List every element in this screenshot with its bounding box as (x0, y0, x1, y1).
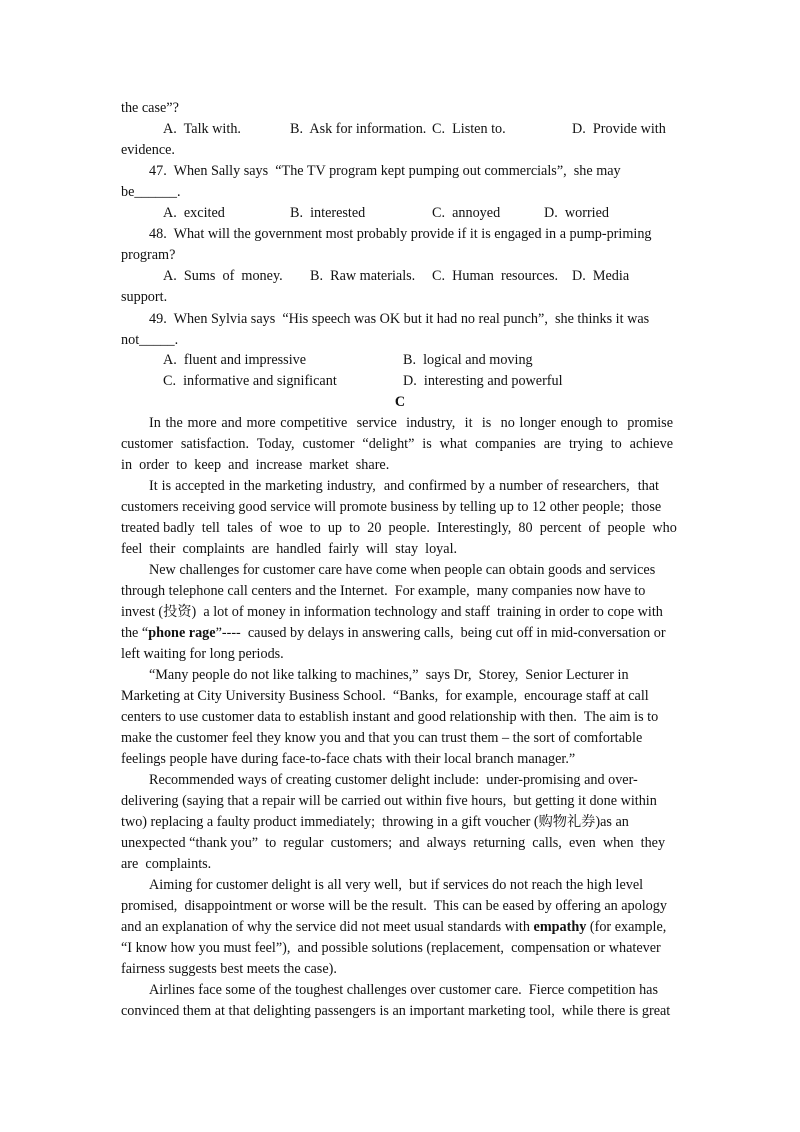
passage-line: customers receiving good service will promote business by telling up to 12 other people; those (121, 499, 662, 515)
passage-line: in order to keep and increase market share. (121, 457, 390, 473)
passage-line: In the more and more competitive service industry, it is no longer enough to promise (149, 415, 673, 431)
passage-line: centers to use customer data to establish instant and good relationship with then. The aim is to (121, 709, 659, 725)
q46-option-d: D. Provide with (572, 121, 666, 137)
phone-rage-term: phone rage (148, 625, 216, 641)
q49-option-b: B. logical and moving (403, 352, 533, 368)
passage-line: promised, disappointment or worse will be the result. This can be eased by offering an apology (121, 898, 667, 914)
passage-line: left waiting for long periods. (121, 646, 284, 662)
passage-line: convinced them at that delighting passengers is an important marketing tool, while there is great (121, 1003, 671, 1019)
passage-line: Airlines face some of the toughest challenges over customer care. Fierce competition has (149, 982, 658, 998)
q46-option-b: B. Ask for information. (290, 121, 427, 137)
q48-stem-cont: program? (121, 247, 176, 263)
q49-stem: 49. When Sylvia says “His speech was OK but it had no real punch”, she thinks it was (149, 311, 650, 327)
q47-option-c: C. annoyed (432, 205, 501, 221)
q46-option-a: A. Talk with. (163, 121, 241, 137)
q47-stem: 47. When Sally says “The TV program kept pumping out commercials”, she may (149, 163, 621, 179)
empathy-term: empathy (533, 919, 587, 935)
passage-line: It is accepted in the marketing industry, and confirmed by a number of researchers, that (149, 478, 659, 494)
q48-option-a: A. Sums of money. (163, 268, 283, 284)
passage-line: invest (投资) a lot of money in information technology and staff training in order to cope with (121, 604, 663, 620)
q47-option-a: A. excited (163, 205, 225, 221)
q46-option-c: C. Listen to. (432, 121, 506, 137)
passage-line: Marketing at City University Business School. “Banks, for example, encourage staff at call (121, 688, 649, 704)
q48-option-d: D. Media (572, 268, 630, 284)
passage-line: delivering (saying that a repair will be carried out within five hours, but getting it done within (121, 793, 657, 809)
q49-option-d: D. interesting and powerful (403, 373, 563, 389)
q47-stem-cont: be______. (121, 184, 181, 200)
passage-line: make the customer feel they know you and that you can trust them – the sort of comfortable (121, 730, 643, 746)
q48-option-d-cont: support. (121, 289, 168, 305)
passage-text: the “ (121, 625, 149, 641)
q47-option-d: D. worried (544, 205, 610, 221)
passage-line: feel their complaints are handled fairly will stay loyal. (121, 541, 458, 557)
passage-line: Aiming for customer delight is all very well, but if services do not reach the high level (149, 877, 644, 893)
passage-line: feelings people have during face-to-face chats with their local branch manager.” (121, 751, 576, 767)
q49-option-a: A. fluent and impressive (163, 352, 307, 368)
passage-text: (for example, (586, 919, 667, 935)
passage-line: unexpected “thank you” to regular customers; and always returning calls, even when they (121, 835, 666, 851)
passage-line: two) replacing a faulty product immediately; throwing in a gift voucher (购物礼券)as an (121, 814, 629, 830)
passage-line: customer satisfaction. Today, customer “delight” is what companies are trying to achieve (121, 436, 673, 452)
passage-line-phone-rage (121, 624, 666, 642)
q46-stem-tail: the case”? (121, 100, 179, 116)
q48-stem: 48. What will the government most probably provide if it is engaged in a pump-priming (149, 226, 652, 242)
q48-option-b: B. Raw materials. (310, 268, 416, 284)
passage-line-empathy (121, 918, 666, 936)
q46-option-d-cont: evidence. (121, 142, 175, 158)
passage-line: are complaints. (121, 856, 212, 872)
passage-line: Recommended ways of creating customer delight include: under-promising and over- (149, 772, 638, 788)
q47-option-b: B. interested (290, 205, 366, 221)
passage-text: ”---- caused by delays in answering calls, being cut off in mid-conversation or (215, 625, 666, 641)
passage-line: fairness suggests best meets the case). (121, 961, 337, 977)
q48-option-c: C. Human resources. (432, 268, 559, 284)
passage-text: and an explanation of why the service did not meet usual standards with (121, 919, 534, 935)
passage-line: treated badly tell tales of woe to up to 20 people. Interestingly, 80 percent of people who (121, 520, 677, 536)
passage-line: “Many people do not like talking to machines,” says Dr, Storey, Senior Lecturer in (149, 667, 629, 683)
q49-option-c: C. informative and significant (163, 373, 337, 389)
section-heading: C (394, 394, 406, 410)
q49-stem-cont: not_____. (121, 332, 179, 348)
passage-line: “I know how you must feel”), and possible solutions (replacement, compensation or whatever (121, 940, 661, 956)
passage-line: New challenges for customer care have come when people can obtain goods and services (149, 562, 656, 578)
passage-line: through telephone call centers and the Internet. For example, many companies now have to (121, 583, 646, 599)
